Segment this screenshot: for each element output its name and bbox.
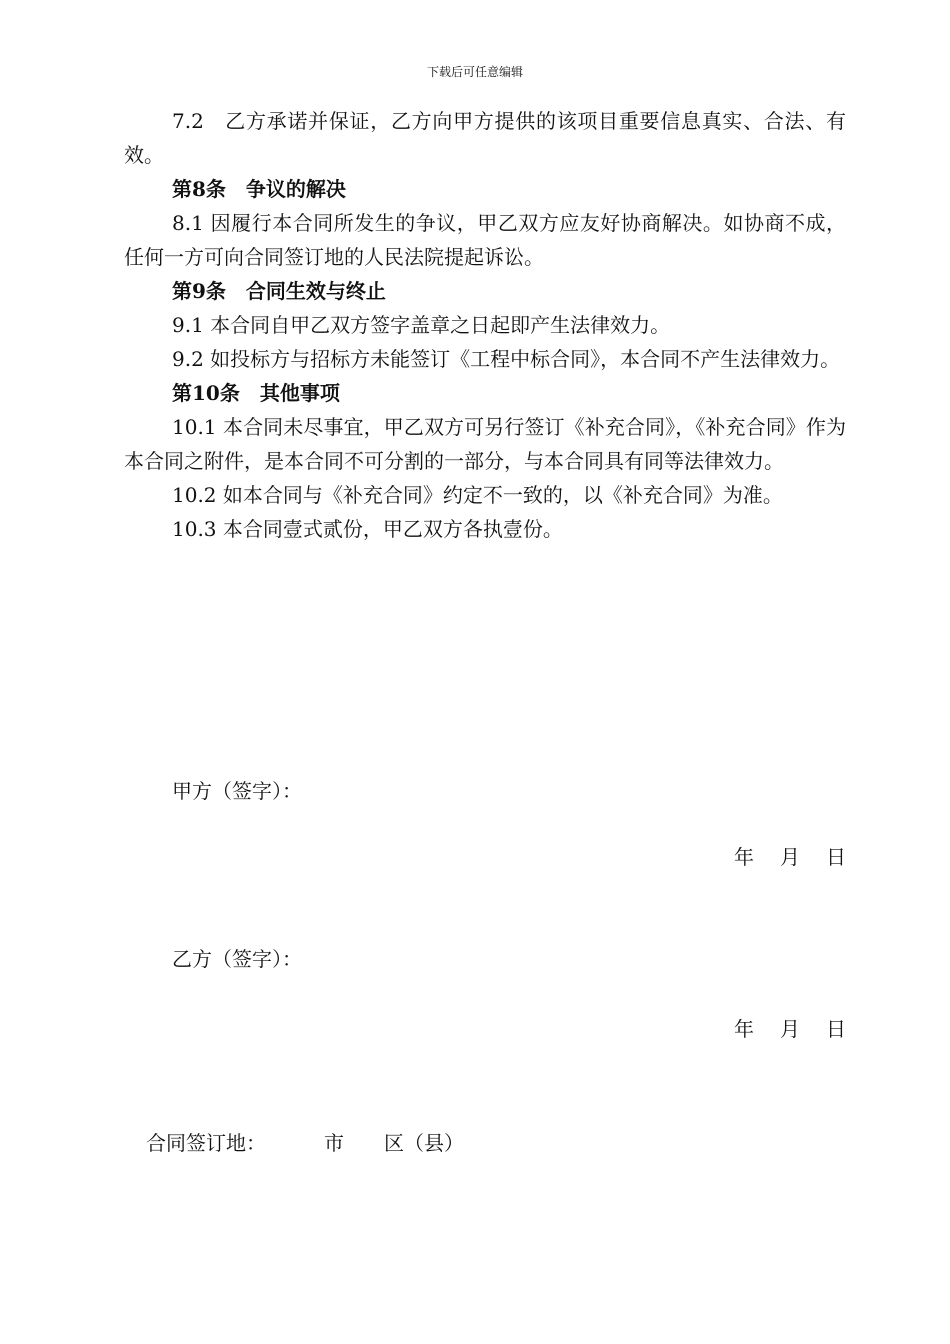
- contract-body: [124, 104, 846, 546]
- city-label: 市: [324, 1131, 344, 1155]
- district-label: 区（县）: [384, 1131, 464, 1155]
- clause-10-3: 10.3 本合同壹式贰份，甲乙双方各执壹份。: [172, 517, 563, 541]
- clause-9-1: 9.1 本合同自甲乙双方签字盖章之日起即产生法律效力。: [172, 313, 671, 337]
- article-10-heading: 第10条 其他事项: [172, 381, 340, 405]
- clause-7-2: 7.2 乙方承诺并保证，乙方向甲方提供的该项目重要信息真实、合法、有效。: [124, 109, 846, 167]
- clause-10-2: 10.2 如本合同与《补充合同》约定不一致的，以《补充合同》为准。: [172, 483, 783, 507]
- month-label: 月: [780, 1017, 800, 1041]
- signing-place: [146, 1126, 464, 1160]
- year-label: 年: [734, 845, 754, 869]
- party-b-signature-label: 乙方（签字）：: [172, 947, 302, 971]
- clause-8-1: 8.1 因履行本合同所发生的争议，甲乙双方应友好协商解决。如协商不成，任何一方可向合同签订地的人民法院提起诉讼。: [124, 211, 846, 269]
- signing-place-label: 合同签订地：: [146, 1131, 266, 1155]
- day-label: 日: [826, 1017, 846, 1041]
- page-header: 下载后可任意编辑: [426, 65, 523, 79]
- clause-9-2: 9.2 如投标方与招标方未能签订《工程中标合同》，本合同不产生法律效力。: [172, 347, 841, 371]
- month-label: 月: [780, 845, 800, 869]
- year-label: 年: [734, 1017, 754, 1041]
- party-a-signature-label: 甲方（签字）：: [172, 779, 302, 803]
- clause-10-1: 10.1 本合同未尽事宜，甲乙双方可另行签订《补充合同》，《补充合同》作为本合同之附件，是本合同不可分割的一部分，与本合同具有同等法律效力。: [124, 415, 846, 473]
- article-9-heading: 第9条 合同生效与终止: [172, 279, 386, 303]
- party-a-date: [734, 840, 846, 874]
- party-b-date: [734, 1012, 846, 1046]
- article-8-heading: 第8条 争议的解决: [172, 177, 346, 201]
- day-label: 日: [826, 845, 846, 869]
